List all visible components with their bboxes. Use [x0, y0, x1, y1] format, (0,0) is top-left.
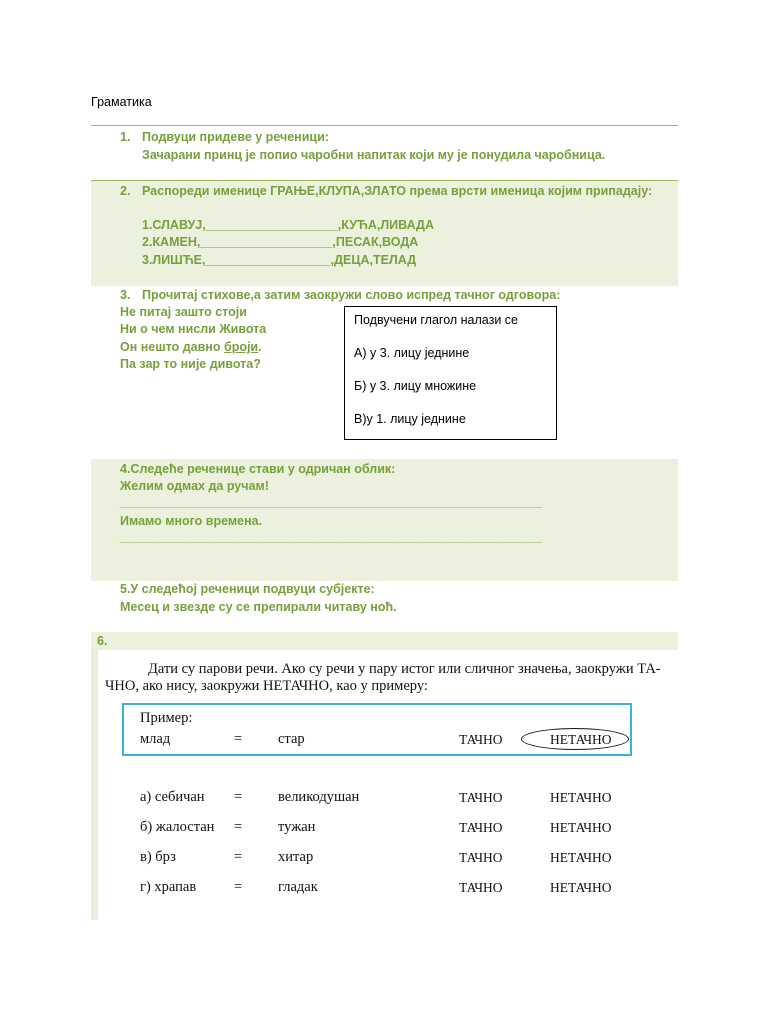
task2-row-2: 2.КАМЕН,___________________,ПЕСАК,ВОДА	[142, 235, 419, 249]
task2-instruction: Распореди именице ГРАЊЕ,КЛУПА,ЗЛАТО према врсти именица којим припадају:	[142, 184, 653, 198]
pair-c-sign: =	[234, 849, 243, 865]
pair-b-sign: =	[234, 819, 243, 835]
underlined-verb: броји	[223, 340, 259, 354]
box-question: Подвучени глагол налази се	[354, 313, 519, 327]
example-sign: =	[234, 731, 243, 747]
pair-d-right: гладак	[278, 879, 318, 895]
divider	[91, 125, 678, 126]
example-false: НЕТАЧНО	[550, 732, 612, 747]
task1-number: 1.	[120, 130, 131, 144]
page-title: Граматика	[91, 95, 152, 109]
pair-c-false[interactable]: НЕТАЧНО	[550, 850, 612, 865]
verse-line-3-start: Он нешто давно	[120, 340, 224, 354]
scan-margin	[91, 650, 98, 920]
example-label: Пример:	[140, 710, 193, 726]
task2-row-3: 3.ЛИШЋЕ,__________________,ДЕЦА,ТЕЛАД	[142, 253, 417, 267]
box-option-b[interactable]: Б) у 3. лицу множине	[354, 379, 477, 393]
pair-c-true[interactable]: ТАЧНО	[459, 850, 503, 865]
verse-line-2: Ни о чем нисли Живота	[120, 322, 267, 336]
pair-b-false[interactable]: НЕТАЧНО	[550, 820, 612, 835]
task6-text-line-1: Дати су парови речи. Ако су речи у пару истог или сличног значења, заокружи ТА-	[148, 661, 661, 677]
task3-number: 3.	[120, 288, 131, 302]
box-option-c[interactable]: В)у 1. лицу једнине	[354, 412, 466, 426]
task6-text-line-2: ЧНО, ако нису, заокружи НЕТАЧНО, као у примеру:	[105, 678, 428, 694]
verse-line-1: Не питај зашто стоји	[120, 305, 247, 319]
pair-a-true[interactable]: ТАЧНО	[459, 790, 503, 805]
example-right: стар	[278, 731, 305, 747]
task1-instruction: Подвуци придеве у реченици:	[142, 130, 329, 144]
pair-d-true[interactable]: ТАЧНО	[459, 880, 503, 895]
pair-d-sign: =	[234, 879, 243, 895]
verse-line-3	[120, 339, 262, 356]
example-true: ТАЧНО	[459, 732, 503, 747]
task1-sentence: Зачарани принц је попио чаробни напитак који му је понудила чаробница.	[142, 148, 606, 162]
task3-instruction: Прочитај стихове,а затим заокружи слово испред тачног одговора:	[142, 288, 561, 302]
pair-d-left: г) храпав	[140, 879, 197, 895]
pair-a-false[interactable]: НЕТАЧНО	[550, 790, 612, 805]
answer-circle	[521, 728, 629, 750]
pair-a-sign: =	[234, 789, 243, 805]
pair-b-right: тужан	[278, 819, 316, 835]
task5-sentence: Месец и звезде су се препирали читаву ноћ.	[120, 600, 397, 614]
task4-sentence-1: Желим одмах да ручам!	[120, 479, 269, 493]
pair-b-true[interactable]: ТАЧНО	[459, 820, 503, 835]
verse-line-4: Па зар то није дивота?	[120, 357, 261, 371]
pair-a-right: великодушан	[278, 789, 360, 805]
answer-box	[344, 306, 557, 440]
task4-instruction: 4.Следеће реченице стави у одричан облик:	[120, 462, 396, 476]
divider	[91, 180, 678, 181]
task6-shade	[91, 632, 678, 650]
task6-number: 6.	[97, 634, 108, 648]
verse-line-3-end: .	[258, 340, 262, 354]
example-left: млад	[140, 731, 171, 747]
task4-blank-2[interactable]: _____________________________________________________________________	[120, 532, 543, 544]
task5-instruction: 5.У следећој реченици подвуци субјекте:	[120, 582, 375, 596]
pair-c-right: хитар	[278, 849, 314, 865]
task4-sentence-2: Имамо много времена.	[120, 514, 263, 528]
pair-a-left: а) себичан	[140, 789, 205, 805]
task4-blank-1[interactable]: _____________________________________________________________________	[120, 497, 543, 509]
pair-b-left: б) жалостан	[140, 819, 215, 835]
box-option-a[interactable]: А) у 3. лицу једнине	[354, 346, 470, 360]
task2-row-1: 1.СЛАВУЈ,___________________,КУЋА,ЛИВАДА	[142, 218, 434, 232]
pair-c-left: в) брз	[140, 849, 176, 865]
pair-d-false[interactable]: НЕТАЧНО	[550, 880, 612, 895]
task2-number: 2.	[120, 184, 131, 198]
